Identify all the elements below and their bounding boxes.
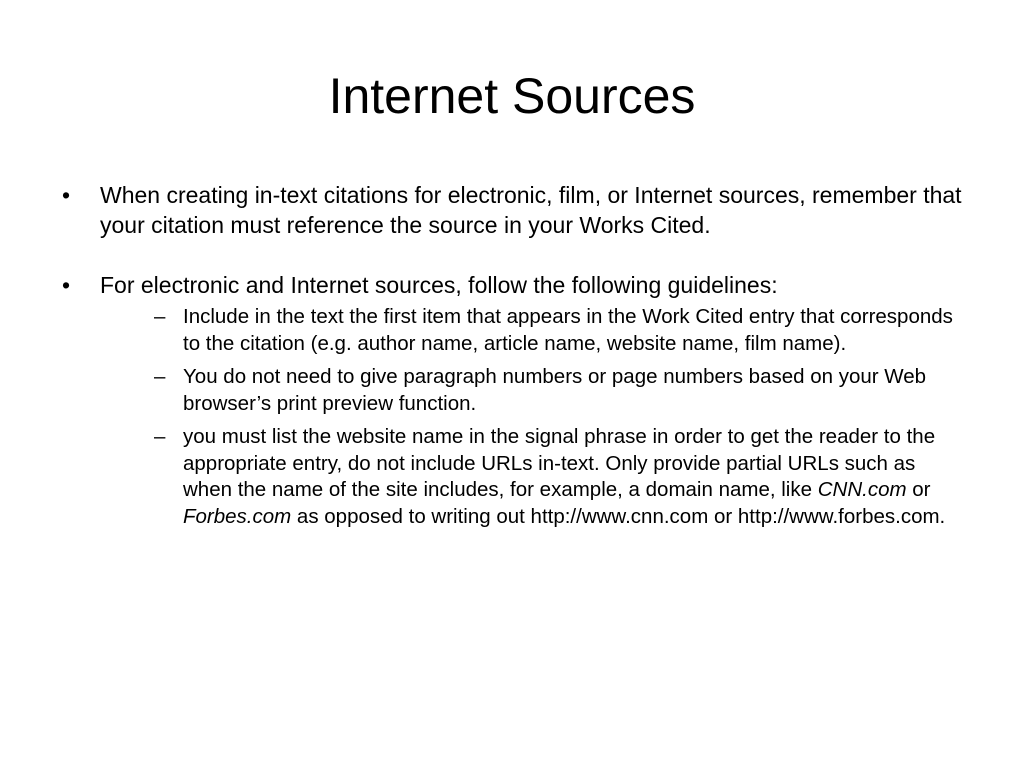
sub-bullet-text <box>183 425 945 528</box>
sub-bullet-item <box>100 424 967 530</box>
italic-site-name: Forbes.com <box>183 504 292 528</box>
bullet-item <box>62 180 967 240</box>
sub-bullet-item <box>100 364 967 417</box>
bullet-text: When creating in-text citations for electronic, film, or Internet sources, remember that your citation must reference the source in your Works Cited. <box>100 182 962 238</box>
sub-bullet-item <box>100 304 967 357</box>
slide-title: Internet Sources <box>328 68 696 124</box>
sub-bullet-marker: – <box>154 425 166 448</box>
italic-site-name: CNN.com <box>817 478 907 501</box>
sub-bullet-text: Include in the text the first item that appears in the Work Cited entry that corresponds to the citation (e.g. author name, article name, website name, film name). <box>183 305 953 355</box>
sub-bullet-text-part: or <box>906 478 931 501</box>
sub-bullet-text-part: you must list the website name in the signal phrase in order to get the reader to the appropriate entry, do not include URLs in-text. Only provide partial URLs such as when the name of the site includes, for example, a domain name, like <box>183 425 936 501</box>
sub-bullet-marker: – <box>154 305 166 328</box>
bullet-text: For electronic and Internet sources, follow the following guidelines: <box>100 272 778 298</box>
sub-bullet-list <box>100 304 967 530</box>
bullet-marker: • <box>62 182 71 208</box>
slide-body <box>62 180 967 537</box>
sub-bullet-text: You do not need to give paragraph numbers or page numbers based on your Web browser’s print preview function. <box>183 365 927 415</box>
bullet-marker: • <box>62 272 71 298</box>
sub-bullet-marker: – <box>154 365 166 388</box>
bullet-item <box>62 270 967 530</box>
sub-bullet-text-part: as opposed to writing out http://www.cnn.com or http://www.forbes.com. <box>291 504 946 528</box>
